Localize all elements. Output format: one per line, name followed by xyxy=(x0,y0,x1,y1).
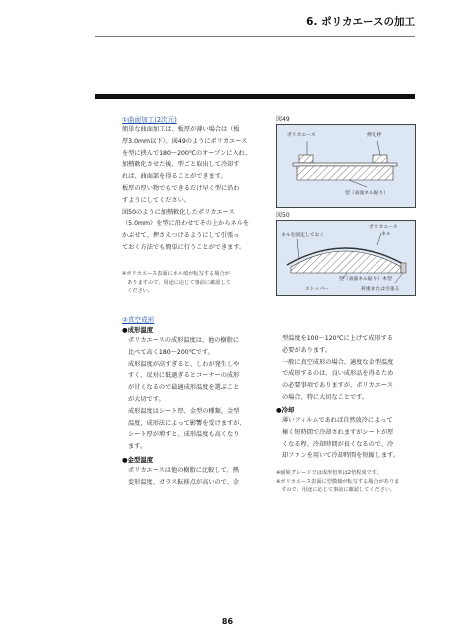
body-line: くなる程、冷却時間が長くなるので、冷 xyxy=(282,440,394,448)
body-line: ポリカエースの成形温度は、他の樹脂に xyxy=(128,337,240,344)
fig50-callout-polycarbonate: ポリカエース xyxy=(369,225,398,230)
section-title-text: ②真空成形 xyxy=(122,316,155,324)
cooling-body xyxy=(282,415,399,462)
note-line: すので、用途に応じて事前に確認してください。 xyxy=(276,487,396,494)
page-number: 86 xyxy=(221,617,234,626)
section2-note xyxy=(276,469,399,495)
mold-temp-body xyxy=(128,465,239,489)
body-line: 厚3.0mm以下）、図49のようにポリカエース xyxy=(122,137,248,145)
fig50-callout-mold: 型（表面ネル貼り）木型 xyxy=(339,277,392,282)
section1-body xyxy=(122,124,251,254)
fig49-callout-polycarbonate: ポリカエース xyxy=(287,133,316,138)
body-line: 図50のように加熱軟化したポリカエース xyxy=(122,208,235,216)
body-line: すようにしてください。 xyxy=(122,196,191,204)
body-line: れば、曲面部を得ることができます。 xyxy=(122,173,227,181)
note-line: ※ポリカエース表面にネル痕が転写する場合が xyxy=(122,271,230,277)
figure-49 xyxy=(276,124,416,208)
body-line: すく、反対に低過ぎるとコーナーの成形 xyxy=(128,372,240,380)
fig49-callout-frame: 押え枠 xyxy=(367,133,382,138)
body-line: の必要事項でありますが、ポリカエース xyxy=(282,382,394,390)
body-line: 却ファンを用いて冷却時間を短縮します。 xyxy=(282,452,399,460)
section-title-vacuum-forming xyxy=(122,314,154,324)
note-line: ください。 xyxy=(122,288,154,295)
fig49-caption-mold: 型（表面ネル貼り） xyxy=(345,191,389,196)
body-line: 変形温度、ガラス転移点が高いので、金 xyxy=(128,478,240,486)
bullet-heading-forming-temp: ●成形温度 xyxy=(122,326,154,334)
note-line: ※ポリカエース表面に型模様が転写する場合がありま xyxy=(276,478,400,485)
body-line: が甘くなるので最適成形温度を選ぶこと xyxy=(128,384,240,392)
body-line: が大切です。 xyxy=(128,395,165,403)
body-line: 成形温度が高すぎると、しわが発生しや xyxy=(128,360,240,368)
body-line: ポリカエースは他の樹脂に比較して、熱 xyxy=(128,467,239,474)
figure-50 xyxy=(276,220,416,296)
section-title-curved-forming xyxy=(122,114,177,124)
body-line: 成形温度はシート厚、金型の種類、金型 xyxy=(128,407,240,415)
body-line: 型温度を100～120℃に上げて成形する xyxy=(282,335,394,342)
body-line: の場合、特に大切なことです。 xyxy=(282,393,369,401)
body-line: 一般に真空成形の場合、適度な金型温度 xyxy=(282,358,394,366)
note-line: ※耐候グレードでは成形倍率は2倍程度です。 xyxy=(276,470,382,476)
bullet-heading-cooling: ●冷却 xyxy=(276,406,295,414)
section-title-text: ①曲面加工(2次元) xyxy=(122,116,177,124)
header-rule xyxy=(95,36,415,37)
note-line: ありますので、用途に応じて事前に確認して xyxy=(122,279,231,286)
section1-note xyxy=(122,270,231,296)
body-line: を型に挟んで180～200℃のオーブンに入れ、 xyxy=(122,149,252,157)
body-line: 温度、成形法によって影響を受けますが、 xyxy=(128,419,246,427)
body-line: かぶせて、押さえつけるようにして引張っ xyxy=(122,232,240,240)
body-line: 簡単な曲面加工は、板厚が薄い場合は（板 xyxy=(122,126,240,133)
body-line: 薄いフィルムであれば自然放冷によって xyxy=(282,417,393,424)
body-line: 比べて高く180～200℃です。 xyxy=(128,348,214,356)
body-line: 板厚の厚い物でもできるだけ早く型に沿わ xyxy=(122,184,240,192)
page-header-title: 6. ポリカエースの加工 xyxy=(306,16,415,28)
body-line: 加熱軟化させた後、型ごと取出して冷却す xyxy=(122,161,240,169)
forming-temp-body xyxy=(128,335,246,453)
body-line: で成形するのは、良い成形品を得るため xyxy=(282,370,394,378)
body-line: 極く短時間で冷却されますがシートが厚 xyxy=(282,428,394,436)
bullet-heading-mold-temp: ●金型温度 xyxy=(122,456,154,464)
figure-49-label: 図49 xyxy=(276,116,290,123)
fig50-callout-flannel: ネル xyxy=(381,232,391,237)
body-line: シート厚が増すと、成形温度も高くなり xyxy=(128,431,240,439)
fig50-callout-stopper: ストッパー xyxy=(305,287,329,292)
body-line: ておく方法でも簡単に行うことができます。 xyxy=(122,243,246,251)
section-divider-bar xyxy=(95,94,415,99)
fig50-callout-weight: 荷重または引張る xyxy=(361,287,400,292)
body-line: （5.0mm）を型に沿わせてその上からネルを xyxy=(122,220,250,228)
mold-temp-body-cont xyxy=(282,333,393,404)
fig50-callout-fix-flannel: ネルを固定しておく xyxy=(281,233,325,238)
figure-50-label: 図50 xyxy=(276,212,290,219)
body-line: 必要があります。 xyxy=(282,346,332,354)
body-line: ます。 xyxy=(128,443,147,451)
